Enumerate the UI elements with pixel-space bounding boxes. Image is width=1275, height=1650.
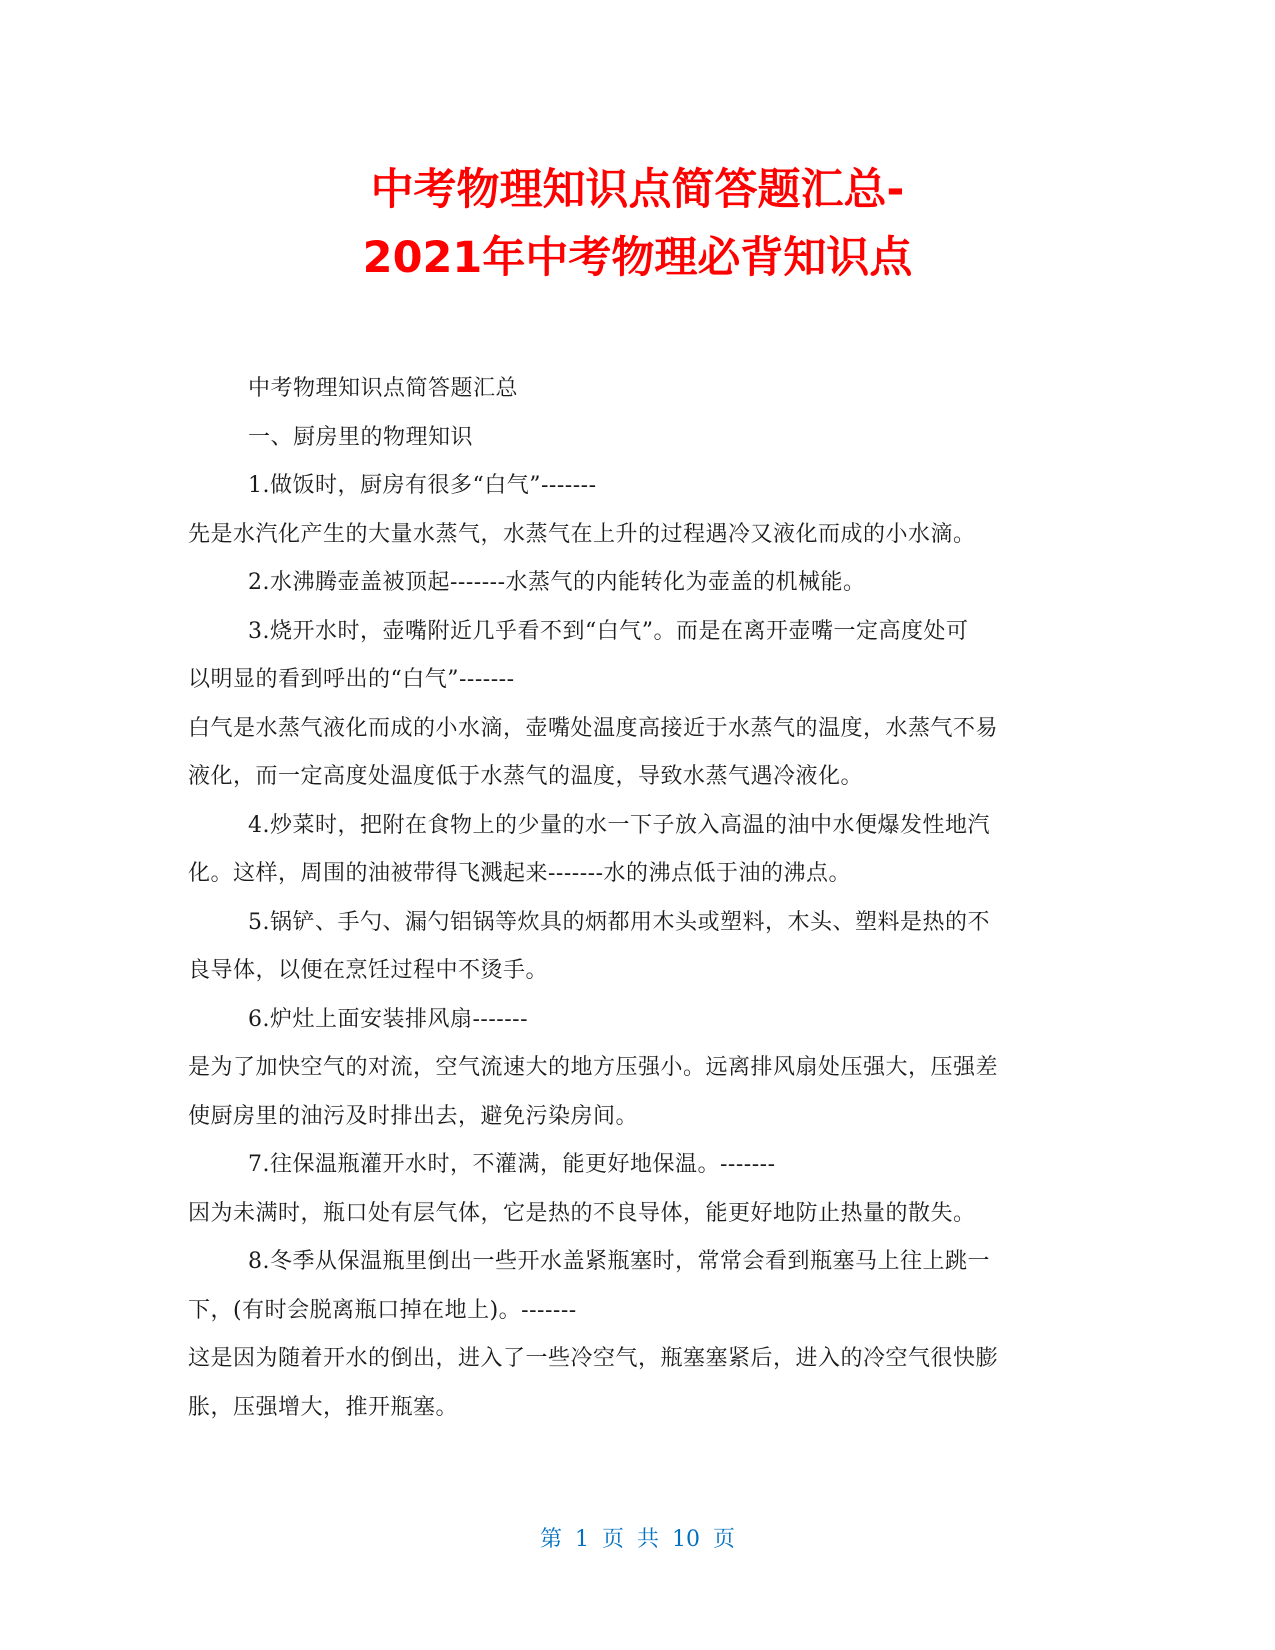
body-line: 下，(有时会脱离瓶口掉在地上)。------- (188, 1297, 577, 1323)
section-heading: 一、厨房里的物理知识 (248, 424, 474, 450)
document-body (188, 365, 1088, 1432)
body-line: 2.水沸腾壶盖被顶起-------水蒸气的内能转化为壶盖的机械能。 (248, 570, 866, 595)
body-line: 因为未满时，瓶口处有层气体，它是热的不良导体，能更好地防止热量的散失。 (188, 1200, 976, 1226)
body-line: 3.烧开水时，壶嘴附近几乎看不到“白气”。而是在离开壶嘴一定高度处可 (248, 618, 969, 644)
body-line: 胀，压强增大，推开瓶塞。 (188, 1394, 459, 1420)
body-line: 中考物理知识点简答题汇总 (248, 376, 519, 401)
body-line: 8.冬季从保温瓶里倒出一些开水盖紧瓶塞时，常常会看到瓶塞马上往上跳一 (248, 1249, 990, 1274)
body-line: 6.炉灶上面安装排风扇------- (248, 1006, 529, 1032)
body-line: 7.往保温瓶灌开水时，不灌满，能更好地保温。------- (248, 1152, 776, 1177)
body-line: 化。这样，周围的油被带得飞溅起来-------水的沸点低于油的沸点。 (188, 861, 852, 886)
body-line: 液化，而一定高度处温度低于水蒸气的温度，导致水蒸气遇冷液化。 (188, 764, 864, 789)
body-line: 4.炒菜时，把附在食物上的少量的水一下子放入高温的油中水便爆发性地汽 (248, 812, 990, 838)
body-line: 使厨房里的油污及时排出去，避免污染房间。 (188, 1103, 639, 1129)
body-line: 良导体，以便在烹饪过程中不烫手。 (188, 958, 549, 983)
body-line: 这是因为随着开水的倒出，进入了一些冷空气，瓶塞塞紧后，进入的冷空气很快膨 (188, 1346, 999, 1371)
document-title-line-2: 2021年中考物理必背知识点 (362, 233, 913, 283)
body-line: 1.做饭时，厨房有很多“白气”------- (248, 473, 597, 498)
body-line: 白气是水蒸气液化而成的小水滴，壶嘴处温度高接近于水蒸气的温度，水蒸气不易 (188, 715, 999, 741)
document-title-line-1: 中考物理知识点简答题汇总- (370, 165, 905, 215)
body-line: 以明显的看到呼出的“白气”------- (188, 667, 515, 692)
body-line: 先是水汽化产生的大量水蒸气，水蒸气在上升的过程遇冷又液化而成的小水滴。 (188, 521, 976, 547)
page-number-footer: 第 1 页 共 10 页 (540, 1527, 735, 1552)
body-line: 是为了加快空气的对流，空气流速大的地方压强小。远离排风扇处压强大，压强差 (188, 1055, 999, 1080)
body-line: 5.锅铲、手勺、漏勺铝锅等炊具的炳都用木头或塑料，木头、塑料是热的不 (248, 909, 990, 935)
